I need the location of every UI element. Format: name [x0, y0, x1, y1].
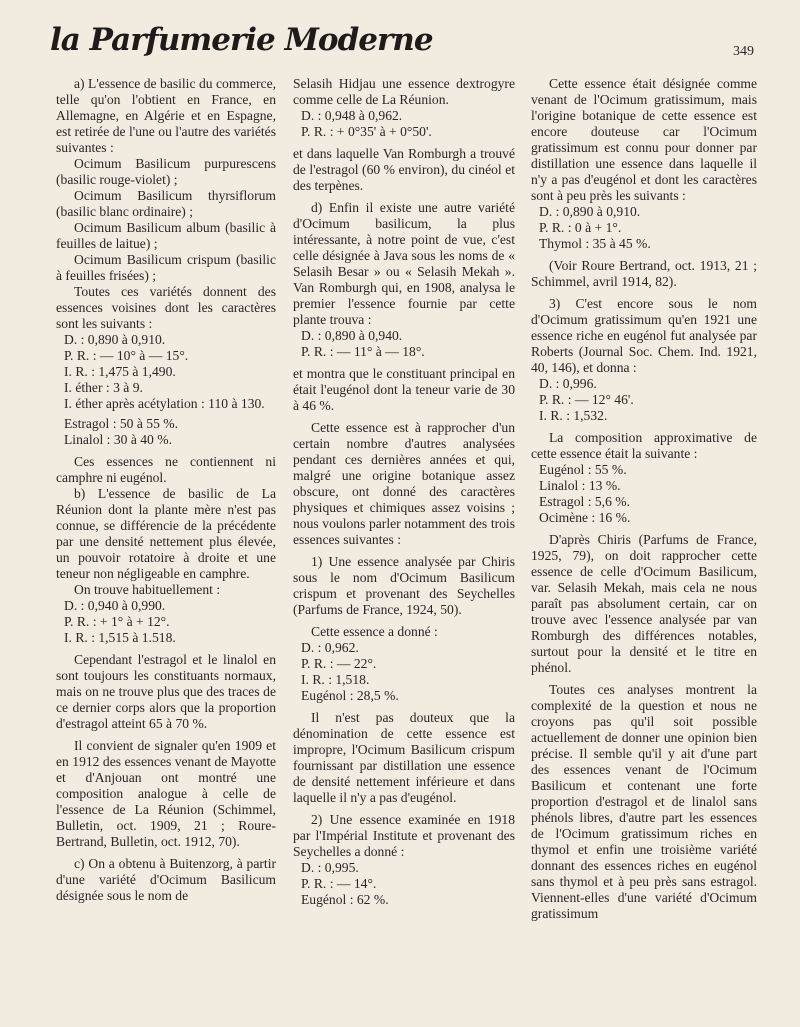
variety-line: Ocimum Basilicum album (basilic à feuilles de laitue) ;	[56, 220, 276, 251]
column-1	[56, 76, 276, 904]
paragraph: Il n'est pas douteux que la dénomination de cette essence est impropre, l'Ocimum Basilicum crispum fournissant par distillation une essence de densité nettement inférieure et dans laquelle il n'y a pas d'eugénol.	[293, 710, 515, 805]
paragraph: Toutes ces variétés donnent des essences voisines dont les caractères sont les suivants :	[56, 284, 276, 331]
paragraph: et montra que le constituant principal en était l'eugénol dont la teneur varie de 30 à 46 %.	[293, 366, 515, 413]
paragraph: et dans laquelle Van Romburgh a trouvé de l'estragol (60 % environ), du cinéol et des terpènes.	[293, 146, 515, 193]
paragraph: Cependant l'estragol et le linalol en sont toujours les constituants normaux, mais on ne trouve plus que des traces de ce dernier corps alors que la proportion d'estragol atteint 65 à 70 %.	[56, 652, 276, 731]
data-line: I. éther après acétylation : 110 à 130.	[64, 396, 265, 411]
data-line: D. : 0,995.	[301, 860, 359, 875]
paragraph: D'après Chiris (Parfums de France, 1925, 79), on doit rapprocher cette essence de celle d'Ocimum Basilicum, var. Selasih Mekah, mais cela ne nous paraît pas absolument certain, car on trouve avec l'essence analysée par van Romburgh des différences notables, surtout pour la densité et le titre en phénol.	[531, 532, 757, 675]
paragraph: On trouve habituellement :	[74, 582, 221, 597]
variety-line: Ocimum Basilicum thyrsiflorum (basilic blanc ordinaire) ;	[56, 188, 276, 219]
data-line: D. : 0,996.	[539, 376, 597, 391]
data-line: Linalol : 13 %.	[539, 478, 621, 493]
paragraph: a) L'essence de basilic du commerce, telle qu'on l'obtient en France, en Allemagne, en Algérie et en Espagne, est retirée de l'une ou l'autre des variétés suivantes :	[56, 76, 276, 155]
data-line: Eugénol : 28,5 %.	[301, 688, 399, 703]
data-line: I. R. : 1,475 à 1,490.	[64, 364, 176, 379]
data-line: D. : 0,890 à 0,940.	[301, 328, 403, 343]
data-line: I. R. : 1,518.	[301, 672, 370, 687]
column-3	[531, 76, 757, 922]
masthead-logo: la Parfumerie Moderne	[50, 22, 433, 58]
data-line: Ocimène : 16 %.	[539, 510, 631, 525]
data-line: D. : 0,890 à 0,910.	[64, 332, 166, 347]
paragraph: 2) Une essence examinée en 1918 par l'Impérial Institute et provenant des Seychelles a donné :	[293, 812, 515, 859]
data-line: P. R. : — 10° à — 15°.	[64, 348, 189, 363]
data-line: I. éther : 3 à 9.	[64, 380, 143, 395]
data-line: P. R. : + 1° à + 12°.	[64, 614, 170, 629]
data-line: P. R. : — 11° à — 18°.	[301, 344, 425, 359]
paragraph: 1) Une essence analysée par Chiris sous le nom d'Ocimum Basilicum crispum et provenant des Seychelles (Parfums de France, 1924, 50).	[293, 554, 515, 617]
data-line: Linalol : 30 à 40 %.	[64, 432, 172, 447]
data-line: Cette essence a donné :	[311, 624, 438, 639]
data-line: Estragol : 5,6 %.	[539, 494, 630, 509]
paragraph: 3) C'est encore sous le nom d'Ocimum gratissimum qu'en 1921 une essence riche en eugénol fut analysée par Roberts (Journal Soc. Chem. Ind. 1921, 40, 146), et donna :	[531, 296, 757, 375]
paragraph: Ces essences ne contiennent ni camphre ni eugénol.	[56, 454, 276, 485]
paragraph: (Voir Roure Bertrand, oct. 1913, 21 ; Schimmel, avril 1914, 82).	[531, 258, 757, 289]
data-line: P. R. : — 12° 46'.	[539, 392, 634, 407]
paragraph: Toutes ces analyses montrent la complexité de la question et nous ne croyons pas qu'il soit possible actuellement de donner une opinion bien précise. Il semble qu'il y ait d'une part des essences venant de l'Ocimum Basilicum et contenant une forte proportion d'estragol et de linalol sans phénols libres, d'autre part les essences de l'Ocimum gratissimum riches en thymol et enfin une troisième variété donnant des essences riches en eugénol sans thymol et à peu près sans estragol. Viennent-elles d'une variété d'Ocimum gratissimum	[531, 682, 757, 921]
column-2	[293, 76, 515, 908]
data-line: Eugénol : 55 %.	[539, 462, 627, 477]
paragraph: c) On a obtenu à Buitenzorg, à partir d'une variété d'Ocimum Basilicum désignée sous le nom de	[56, 856, 276, 903]
paragraph: La composition approximative de cette essence était la suivante :	[531, 430, 757, 461]
paragraph: b) L'essence de basilic de La Réunion dont la plante mère n'est pas connue, se différencie de la précédente par une densité nettement plus élevée, un pouvoir rotatoire à droite et une teneur non négligeable en camphre.	[56, 486, 276, 581]
data-line: D. : 0,962.	[301, 640, 359, 655]
data-line: D. : 0,940 à 0,990.	[64, 598, 166, 613]
data-line: D. : 0,948 à 0,962.	[301, 108, 403, 123]
paragraph: Selasih Hidjau une essence dextrogyre comme celle de La Réunion.	[293, 76, 515, 107]
data-line: P. R. : — 22°.	[301, 656, 377, 671]
page-number: 349	[733, 44, 754, 59]
paragraph: Cette essence était désignée comme venant de l'Ocimum gratissimum, mais l'origine botanique de cette essence est encore douteuse car l'Ocimum gratissimum est connu pour donner par distillation une essence dans laquelle il n'y a pas d'eugénol et dont les caractères sont à peu près les suivants :	[531, 76, 757, 203]
data-line: Eugénol : 62 %.	[301, 892, 389, 907]
paragraph: Cette essence est à rapprocher d'un certain nombre d'autres analysées pendant ces dernières années et qui, malgré une origine botanique assez obscure, ont donné des caractères physiques et chimiques assez voisins ; nous voulons parler notamment des trois essences suivantes :	[293, 420, 515, 547]
paragraph: d) Enfin il existe une autre variété d'Ocimum basilicum, la plus intéressante, à notre point de vue, c'est celle désignée à Java sous les noms de « Selasih Besar » ou « Selasih Mekah ». Van Romburgh qui, en 1908, analysa le premier l'essence fournie par cette plante trouva :	[293, 200, 515, 327]
data-line: P. R. : 0 à + 1°.	[539, 220, 622, 235]
data-line: I. R. : 1,515 à 1.518.	[64, 630, 176, 645]
data-line: P. R. : — 14°.	[301, 876, 377, 891]
variety-line: Ocimum Basilicum purpurescens (basilic rouge-violet) ;	[56, 156, 276, 187]
variety-line: Ocimum Basilicum crispum (basilic à feuilles frisées) ;	[56, 252, 276, 283]
data-line: I. R. : 1,532.	[539, 408, 608, 423]
data-line: D. : 0,890 à 0,910.	[539, 204, 641, 219]
data-line: Thymol : 35 à 45 %.	[539, 236, 651, 251]
data-line: Estragol : 50 à 55 %.	[64, 416, 179, 431]
data-line: P. R. : + 0°35' à + 0°50'.	[301, 124, 432, 139]
paragraph: Il convient de signaler qu'en 1909 et en 1912 des essences venant de Mayotte et d'Anjouan ont montré une composition analogue à celle de l'essence de La Réunion (Schimmel, Bulletin, oct. 1909, 21 ; Roure-Bertrand, Bulletin, oct. 1912, 70).	[56, 738, 276, 849]
